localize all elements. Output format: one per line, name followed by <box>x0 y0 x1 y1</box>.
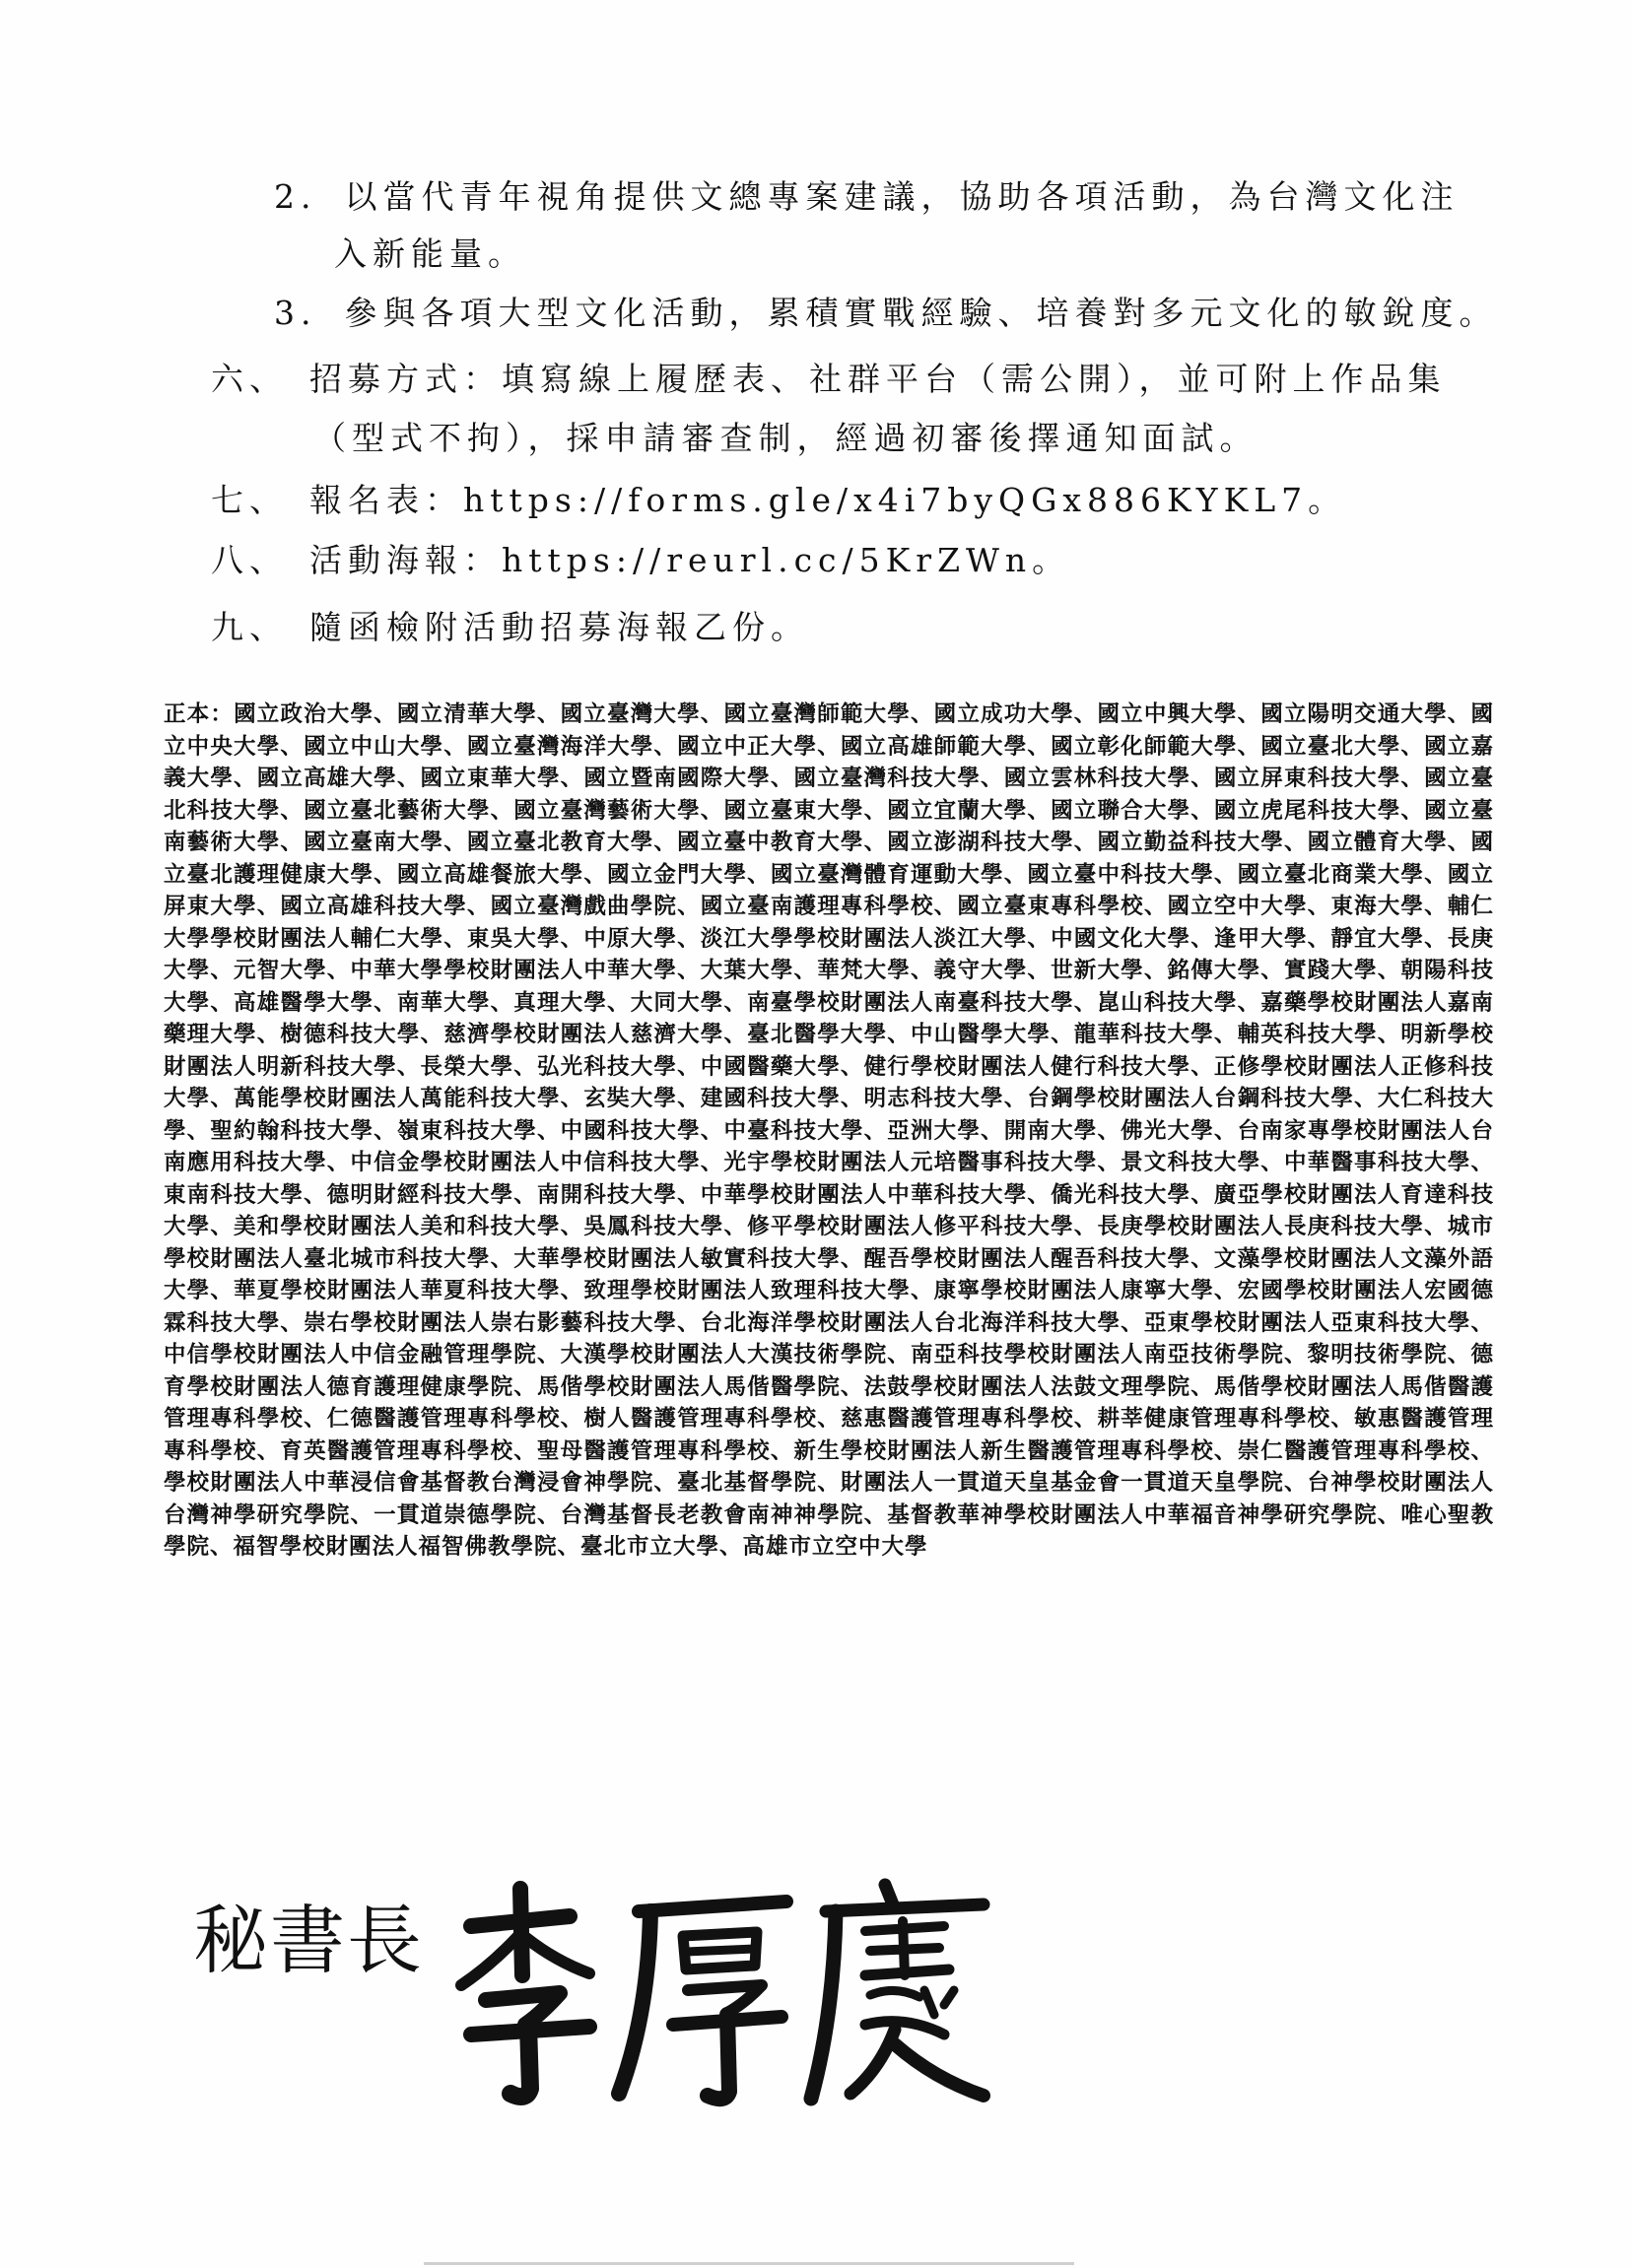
item-text: 入新能量。 <box>334 234 526 273</box>
recipients-block <box>164 699 1494 1564</box>
section-text: 報名表：https://forms.gle/x4i7byQGx886KYKL7。 <box>309 481 1347 519</box>
section-7 <box>211 481 1346 520</box>
section-text: 招募方式：填寫線上履歷表、社群平台（需公開），並可附上作品集 <box>309 360 1447 398</box>
section-text: 活動海報：https://reurl.cc/5KrZWn。 <box>309 541 1071 579</box>
scan-edge-line <box>424 2262 1074 2265</box>
signature-seal-image <box>432 1867 1003 2113</box>
item-text: 以當代青年視角提供文總專案建議，協助各項活動，為台灣文化注 <box>344 177 1460 216</box>
section-6-continued <box>313 419 1258 458</box>
list-item-2 <box>274 177 1460 217</box>
section-number: 八、 <box>211 541 288 579</box>
calligraphy-char-2 <box>619 1901 786 2099</box>
item-text: 參與各項大型文化活動，累積實戰經驗、培養對多元文化的敏銳度。 <box>344 294 1498 332</box>
section-text: 隨函檢附活動招募海報乙份。 <box>309 608 809 646</box>
section-text: （型式不拘），採申請審查制，經過初審後擇通知面試。 <box>313 419 1258 457</box>
section-number: 九、 <box>211 608 288 646</box>
signature-title: 秘書長 <box>193 1897 424 1984</box>
section-8 <box>211 541 1070 580</box>
item-number: 3. <box>274 294 317 332</box>
list-item-3 <box>274 294 1498 333</box>
recipients-label: 正本： <box>164 701 235 727</box>
section-6 <box>211 360 1447 399</box>
section-9 <box>211 608 809 647</box>
calligraphy-char-3 <box>811 1885 984 2099</box>
section-number: 六、 <box>211 360 288 398</box>
calligraphy-char-1 <box>461 1889 589 2097</box>
list-item-2-continued <box>334 234 526 274</box>
recipients-list: 國立政治大學、國立清華大學、國立臺灣大學、國立臺灣師範大學、國立成功大學、國立中興大學、國立陽明交通大學、國立中央大學、國立中山大學、國立臺灣海洋大學、國立中正大學、國立高雄師範大學、國立彰化師範大學、國立臺北大學、國立嘉義大學、國立高雄大學、國立東華大學、國立暨南國際大學、國立臺灣科技大學、國立雲林科技大學、國立屏東科技大學、國立臺北科技大學、國立臺北藝術大學、國立臺灣藝術大學、國立臺東大學、國立宜蘭大學、國立聯合大學、國立虎尾科技大學、國立臺南藝術大學、國立臺南大學、國立臺北教育大學、國立臺中教育大學、國立澎湖科技大學、國立勤益科技大學、國立體育大學、國立臺北護理健康大學、國立高雄餐旅大學、國立金門大學、國立臺灣體育運動大學、國立臺中科技大學、國立臺北商業大學、國立屏東大學、國立高雄科技大學、國立臺灣戲曲學院、國立臺南護理專科學校、國立臺東專科學校、國立空中大學、東海大學、輔仁大學學校財團法人輔仁大學、東吳大學、中原大學、淡江大學學校財團法人淡江大學、中國文化大學、逢甲大學、靜宜大學、長庚大學、元智大學、中華大學學校財團法人中華大學、大葉大學、華梵大學、義守大學、世新大學、銘傳大學、實踐大學、朝陽科技大學、高雄醫學大學、南華大學、真理大學、大同大學、南臺學校財團法人南臺科技大學、崑山科技大學、嘉藥學校財團法人嘉南藥理大學、樹德科技大學、慈濟學校財團法人慈濟大學、臺北醫學大學、中山醫學大學、龍華科技大學、輔英科技大學、明新學校財團法人明新科技大學、長榮大學、弘光科技大學、中國醫藥大學、健行學校財團法人健行科技大學、正修學校財團法人正修科技大學、萬能學校財團法人萬能科技大學、玄奘大學、建國科技大學、明志科技大學、台鋼學校財團法人台鋼科技大學、大仁科技大學、聖約翰科技大學、嶺東科技大學、中國科技大學、中臺科技大學、亞洲大學、開南大學、佛光大學、台南家專學校財團法人台南應用科技大學、中信金學校財團法人中信科技大學、光宇學校財團法人元培醫事科技大學、景文科技大學、中華醫事科技大學、東南科技大學、德明財經科技大學、南開科技大學、中華學校財團法人中華科技大學、僑光科技大學、廣亞學校財團法人育達科技大學、美和學校財團法人美和科技大學、吳鳳科技大學、修平學校財團法人修平科技大學、長庚學校財團法人長庚科技大學、城市學校財團法人臺北城市科技大學、大華學校財團法人敏實科技大學、醒吾學校財團法人醒吾科技大學、文藻學校財團法人文藻外語大學、華夏學校財團法人華夏科技大學、致理學校財團法人致理科技大學、康寧學校財團法人康寧大學、宏國學校財團法人宏國德霖科技大學、崇右學校財團法人崇右影藝科技大學、台北海洋學校財團法人台北海洋科技大學、亞東學校財團法人亞東科技大學、中信學校財團法人中信金融管理學院、大漢學校財團法人大漢技術學院、南亞科技學校財團法人南亞技術學院、黎明技術學院、德育學校財團法人德育護理健康學院、馬偕學校財團法人馬偕醫學院、法鼓學校財團法人法鼓文理學院、馬偕學校財團法人馬偕醫護管理專科學校、仁德醫護管理專科學校、樹人醫護管理專科學校、慈惠醫護管理專科學校、耕莘健康管理專科學校、敏惠醫護管理專科學校、育英醫護管理專科學校、聖母醫護管理專科學校、新生學校財團法人新生醫護管理專科學校、崇仁醫護管理專科學校、學校財團法人中華浸信會基督教台灣浸會神學院、臺北基督學院、財團法人一貫道天皇基金會一貫道天皇學院、台神學校財團法人台灣神學研究學院、一貫道崇德學院、台灣基督長老教會南神神學院、基督教華神學校財團法人中華福音神學研究學院、唯心聖教學院、福智學校財團法人福智佛教學院、臺北市立大學、高雄市立空中大學 <box>164 701 1494 1560</box>
item-number: 2. <box>274 177 317 216</box>
section-number: 七、 <box>211 481 288 519</box>
